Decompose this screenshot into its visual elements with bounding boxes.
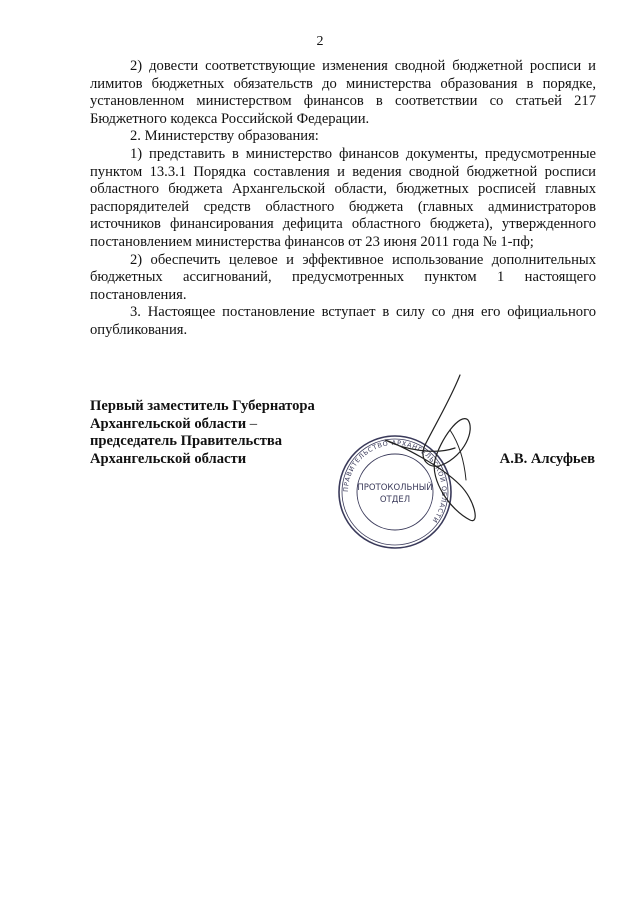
dash: – — [246, 415, 258, 432]
signatory-line-text: Архангельской области — [90, 415, 247, 432]
stamp-outer-text: ПРАВИТЕЛЬСТВО АРХАНГЕЛЬСКОЙ ОБЛАСТИ — [341, 438, 449, 525]
signatory-line — [90, 416, 350, 434]
signer-name: А.В. Алсуфьев — [499, 451, 595, 467]
paragraph: 2) довести соответствующие изменения сводной бюджетной росписи и лимитов бюджетных обязательств до министерства образования в порядке, установленном министерством финансов в соответствии со статьей 217 Бюджетного кодекса Российской Федерации. — [90, 58, 596, 127]
signatory-line: председатель Правительства — [90, 433, 283, 450]
paragraph: 3. Настоящее постановление вступает в силу со дня его официального опубликования. — [90, 304, 596, 338]
page-number: 2 — [316, 34, 324, 49]
paragraph: 1) представить в министерство финансов документы, предусмотренные пунктом 13.3.1 Порядка составления и ведения сводной бюджетной росписи областного бюджета Архангельской области, бюджетных росписей главных распорядителей средств областного бюджета (главных администраторов источников финансирования дефицита областного бюджета), утвержденного постановлением министерства финансов от 23 июня 2011 года № 1-пф; — [90, 145, 596, 250]
document-body — [90, 58, 596, 340]
signatory-line: Архангельской области — [90, 450, 247, 467]
paragraph: 2. Министерству образования: — [130, 128, 319, 145]
signatory-title — [90, 398, 350, 468]
stamp-center-text: ПРОТОКОЛЬНЫЙ — [357, 483, 433, 493]
paragraph: 2) обеспечить целевое и эффективное использование дополнительных бюджетных ассигнований, предусмотренных пунктом 1 настоящего постановления. — [90, 251, 596, 303]
signatory-line: Первый заместитель Губернатора — [90, 398, 315, 414]
stamp-center-text: ОТДЕЛ — [379, 495, 411, 505]
handwritten-signature — [380, 370, 500, 530]
